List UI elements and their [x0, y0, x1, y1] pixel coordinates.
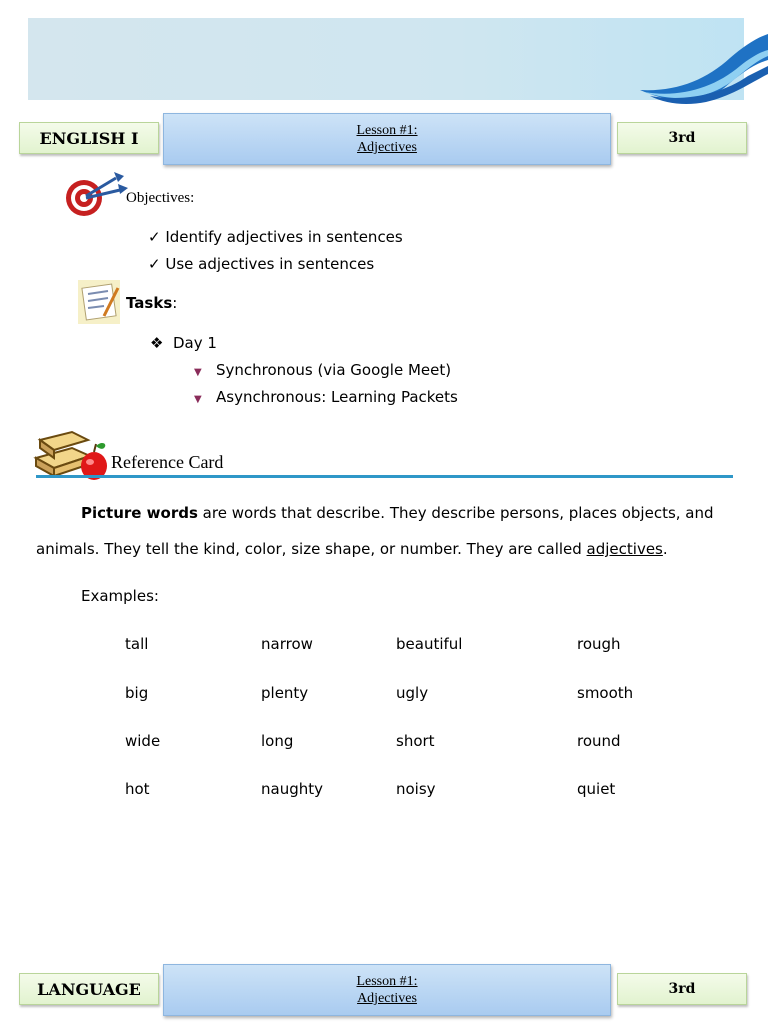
objective-text: Use adjectives in sentences	[165, 255, 375, 273]
down-arrow-icon: ▼	[194, 367, 202, 378]
definition-paragraph	[36, 504, 736, 522]
checkmark-icon: ✓	[148, 255, 166, 273]
adjectives-term: adjectives	[586, 540, 663, 558]
example-word: naughty	[261, 780, 323, 798]
subject-box	[19, 122, 159, 154]
diamond-bullet-icon: ❖	[150, 334, 173, 352]
task-item	[194, 361, 451, 379]
example-word: noisy	[396, 780, 436, 798]
example-word: wide	[125, 732, 161, 750]
lesson-number: Lesson #1:	[356, 123, 418, 138]
task-text: Asynchronous: Learning Packets	[216, 388, 458, 406]
down-arrow-icon: ▼	[194, 394, 202, 405]
definition-term: Picture words	[81, 504, 198, 522]
tasks-colon: :	[172, 294, 178, 312]
objectives-label: Objectives:	[126, 190, 195, 206]
grade-label: 3rd	[668, 130, 696, 146]
example-word: tall	[125, 635, 149, 653]
definition-text: are words that describe. They describe persons, places objects, and	[197, 504, 714, 522]
examples-label: Examples:	[81, 587, 159, 605]
task-text: Synchronous (via Google Meet)	[216, 361, 452, 379]
wave-decoration-icon	[636, 30, 768, 108]
example-word: narrow	[261, 635, 313, 653]
subject-label: ENGLISH I	[39, 128, 139, 148]
footer-lesson-box	[163, 964, 611, 1016]
example-word: big	[125, 684, 149, 702]
footer-subject-box	[19, 973, 159, 1005]
tasks-label	[126, 294, 177, 312]
definition-end: .	[662, 540, 668, 558]
example-word: round	[577, 732, 621, 750]
footer-lesson-topic: Adjectives	[357, 991, 417, 1006]
footer-lesson-number: Lesson #1:	[356, 974, 418, 989]
example-word: beautiful	[396, 635, 463, 653]
grade-box	[617, 122, 747, 154]
objective-text: Identify adjectives in sentences	[165, 228, 403, 246]
footer-subject-label: LANGUAGE	[37, 979, 141, 999]
footer-grade-label: 3rd	[668, 981, 696, 997]
reference-divider	[36, 475, 733, 478]
example-word: quiet	[577, 780, 616, 798]
clipboard-icon	[74, 276, 124, 326]
example-word: plenty	[261, 684, 309, 702]
reference-card-title: Reference Card	[111, 452, 224, 472]
lesson-box	[163, 113, 611, 165]
example-word: ugly	[396, 684, 429, 702]
example-word: short	[396, 732, 435, 750]
target-icon	[64, 168, 128, 220]
lesson-topic: Adjectives	[357, 140, 417, 155]
example-word: hot	[125, 780, 150, 798]
example-word: long	[261, 732, 294, 750]
tasks-label-text: Tasks	[126, 294, 173, 312]
task-item	[194, 388, 458, 406]
day-item	[150, 334, 217, 352]
example-word: smooth	[577, 684, 634, 702]
day-label: Day 1	[172, 334, 217, 352]
definition-paragraph-line2	[36, 540, 736, 558]
footer-grade-box	[617, 973, 747, 1005]
objective-item	[148, 255, 374, 273]
checkmark-icon: ✓	[148, 228, 166, 246]
definition-text-2: animals. They tell the kind, color, size shape, or number. They are called	[36, 540, 587, 558]
objective-item	[148, 228, 403, 246]
example-word: rough	[577, 635, 621, 653]
